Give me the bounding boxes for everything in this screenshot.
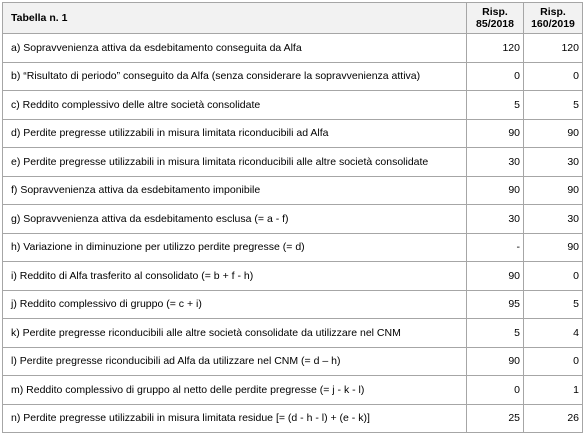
column-header-160-2019 [524,3,583,34]
value-160-2019: 0 [524,262,583,291]
value-160-2019: 26 [524,404,583,433]
value-85-2018: 90 [467,119,524,148]
column-header-line: 85/2018 [476,18,514,30]
value-85-2018: 90 [467,347,524,376]
column-header-line: 160/2019 [531,18,575,30]
table-row [3,262,583,291]
row-label: e) Perdite pregresse utilizzabili in misura limitata riconducibili alle altre società consolidate [3,148,467,177]
value-85-2018: 5 [467,319,524,348]
row-label: d) Perdite pregresse utilizzabili in misura limitata riconducibili ad Alfa [3,119,467,148]
value-85-2018: 25 [467,404,524,433]
value-160-2019: 120 [524,34,583,63]
row-label: k) Perdite pregresse riconducibili alle altre società consolidate da utilizzare nel CNM [3,319,467,348]
row-label: f) Sopravvenienza attiva da esdebitamento imponibile [3,176,467,205]
value-85-2018: 30 [467,148,524,177]
column-header-line: Risp. [540,6,566,18]
value-160-2019: 1 [524,376,583,405]
column-header-85-2018 [467,3,524,34]
header-row [3,3,583,34]
table-row [3,62,583,91]
row-label: c) Reddito complessivo delle altre società consolidate [3,91,467,120]
row-label: b) “Risultato di periodo” conseguito da Alfa (senza considerare la sopravvenienza attiva) [3,62,467,91]
row-label: g) Sopravvenienza attiva da esdebitamento esclusa (= a - f) [3,205,467,234]
value-85-2018: 0 [467,62,524,91]
table-row [3,347,583,376]
row-label: h) Variazione in diminuzione per utilizzo perdite pregresse (= d) [3,233,467,262]
value-160-2019: 90 [524,233,583,262]
value-160-2019: 30 [524,205,583,234]
row-label: i) Reddito di Alfa trasferito al consolidato (= b + f - h) [3,262,467,291]
value-85-2018: 30 [467,205,524,234]
value-160-2019: 90 [524,119,583,148]
table-row [3,148,583,177]
row-label: n) Perdite pregresse utilizzabili in misura limitata residue [= (d - h - l) + (e - k)] [3,404,467,433]
value-85-2018: 90 [467,176,524,205]
value-85-2018: 5 [467,91,524,120]
value-160-2019: 30 [524,148,583,177]
value-160-2019: 90 [524,176,583,205]
table-row [3,376,583,405]
row-label: j) Reddito complessivo di gruppo (= c + i) [3,290,467,319]
table-row [3,34,583,63]
row-label: m) Reddito complessivo di gruppo al netto delle perdite pregresse (= j - k - l) [3,376,467,405]
value-160-2019: 5 [524,290,583,319]
value-160-2019: 4 [524,319,583,348]
table-row [3,205,583,234]
row-label: a) Sopravvenienza attiva da esdebitamento conseguita da Alfa [3,34,467,63]
value-85-2018: 90 [467,262,524,291]
value-160-2019: 0 [524,347,583,376]
table-row [3,119,583,148]
table-row [3,290,583,319]
table-row [3,404,583,433]
value-160-2019: 0 [524,62,583,91]
column-header-line: Risp. [482,6,508,18]
table-row [3,233,583,262]
row-label: l) Perdite pregresse riconducibili ad Alfa da utilizzare nel CNM (= d – h) [3,347,467,376]
comparison-table [2,2,583,433]
value-85-2018: - [467,233,524,262]
value-85-2018: 95 [467,290,524,319]
value-85-2018: 120 [467,34,524,63]
table-row [3,176,583,205]
table-row [3,91,583,120]
table-row [3,319,583,348]
table-title: Tabella n. 1 [3,3,467,34]
value-85-2018: 0 [467,376,524,405]
value-160-2019: 5 [524,91,583,120]
